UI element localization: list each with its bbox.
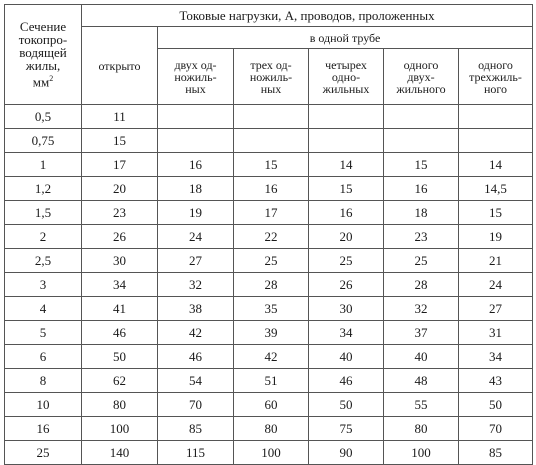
table-row [5,177,533,201]
table-cell: 25 [384,249,459,273]
cell-section: 2,5 [5,249,82,273]
cell-section: 1 [5,153,82,177]
table-row [5,105,533,129]
table-cell: 17 [234,201,309,225]
table-cell: 19 [459,225,533,249]
table-cell: 18 [384,201,459,225]
table-cell [384,105,459,129]
cell-section: 25 [5,441,82,465]
table-cell: 85 [459,441,533,465]
table-cell: 20 [309,225,384,249]
table-cell: 26 [82,225,158,249]
table-row [5,369,533,393]
table-cell: 40 [309,345,384,369]
table-cell: 32 [384,297,459,321]
table-cell: 40 [384,345,459,369]
table-cell: 31 [459,321,533,345]
table-cell: 23 [82,201,158,225]
table-row [5,345,533,369]
cell-section: 8 [5,369,82,393]
table-cell: 62 [82,369,158,393]
table-cell: 20 [82,177,158,201]
header-in-pipe: в одной трубе [158,27,533,49]
table-cell: 22 [234,225,309,249]
table-cell: 24 [459,273,533,297]
table-cell [234,105,309,129]
table-cell: 26 [309,273,384,297]
table-cell: 42 [158,321,234,345]
table-cell: 42 [234,345,309,369]
table-cell: 50 [459,393,533,417]
table-cell: 15 [82,129,158,153]
table-cell: 25 [234,249,309,273]
table-cell: 34 [459,345,533,369]
cell-section: 0,75 [5,129,82,153]
header-loads: Токовые нагрузки, А, проводов, проложенных [82,5,533,27]
table-cell [158,105,234,129]
table-cell: 23 [384,225,459,249]
table-cell: 80 [234,417,309,441]
header-open: открыто [82,27,158,105]
header-section-line: Сечение [19,19,67,35]
table-cell: 140 [82,441,158,465]
table-cell [459,129,533,153]
table-cell: 24 [158,225,234,249]
table-cell: 28 [384,273,459,297]
cell-section: 0,5 [5,105,82,129]
table-cell: 48 [384,369,459,393]
table-cell: 34 [82,273,158,297]
cell-section: 4 [5,297,82,321]
table-cell: 15 [384,153,459,177]
table-cell: 75 [309,417,384,441]
header-pipe-col: трех од- ножиль- ных [234,49,309,105]
table-cell: 16 [234,177,309,201]
table-cell: 50 [82,345,158,369]
header-section-line: токопро- [18,32,68,48]
table-cell: 14 [309,153,384,177]
table-cell: 46 [158,345,234,369]
table-cell: 39 [234,321,309,345]
table-cell: 19 [158,201,234,225]
table-cell: 43 [459,369,533,393]
table-cell: 15 [309,177,384,201]
table-cell: 100 [234,441,309,465]
table-cell: 90 [309,441,384,465]
cell-section: 3 [5,273,82,297]
table-cell: 15 [234,153,309,177]
table-cell: 11 [82,105,158,129]
header-pipe-col: четырех одно- жильных [309,49,384,105]
table-row [5,153,533,177]
table-cell: 70 [459,417,533,441]
table-cell [158,129,234,153]
header-pipe-col: одного трехжиль- ного [459,49,533,105]
table-cell [309,129,384,153]
header-pipe-col: одного двух- жильного [384,49,459,105]
table-cell: 14 [459,153,533,177]
table-row [5,201,533,225]
table-cell: 115 [158,441,234,465]
table-row [5,129,533,153]
table-cell: 30 [309,297,384,321]
cell-section: 10 [5,393,82,417]
table-row [5,321,533,345]
cell-section: 16 [5,417,82,441]
header-section [5,5,82,105]
table-cell: 21 [459,249,533,273]
table-cell: 35 [234,297,309,321]
current-load-table [4,4,533,465]
table-cell: 80 [82,393,158,417]
table-cell: 32 [158,273,234,297]
table-cell: 28 [234,273,309,297]
header-pipe-col: двух од- ножиль- ных [158,49,234,105]
table-cell: 38 [158,297,234,321]
table-row [5,249,533,273]
cell-section: 1,5 [5,201,82,225]
table-cell: 100 [384,441,459,465]
header-section-line: мм [32,74,50,90]
cell-section: 6 [5,345,82,369]
table-cell: 14,5 [459,177,533,201]
header-section-line: жилы, [25,58,61,74]
table-cell: 46 [309,369,384,393]
table-cell: 50 [309,393,384,417]
table-cell: 51 [234,369,309,393]
header-section-line: водящей [19,45,67,61]
table-cell [309,105,384,129]
table-cell: 85 [158,417,234,441]
table-body [5,105,533,465]
table-row [5,297,533,321]
table-cell: 30 [82,249,158,273]
table-cell: 46 [82,321,158,345]
table-header [5,5,533,105]
table-cell: 27 [158,249,234,273]
table-cell [459,105,533,129]
header-section-sup: 2 [49,74,54,84]
table-cell: 80 [384,417,459,441]
table-row [5,225,533,249]
table-cell: 16 [384,177,459,201]
table-container [4,4,533,465]
table-cell: 25 [309,249,384,273]
cell-section: 5 [5,321,82,345]
table-row [5,393,533,417]
table-cell: 16 [158,153,234,177]
table-cell: 16 [309,201,384,225]
table-cell: 100 [82,417,158,441]
table-cell: 27 [459,297,533,321]
table-cell: 60 [234,393,309,417]
table-row [5,441,533,465]
cell-section: 1,2 [5,177,82,201]
table-cell: 15 [459,201,533,225]
table-cell: 34 [309,321,384,345]
table-cell: 54 [158,369,234,393]
table-cell: 70 [158,393,234,417]
table-cell [234,129,309,153]
table-row [5,417,533,441]
table-cell: 37 [384,321,459,345]
table-cell: 18 [158,177,234,201]
cell-section: 2 [5,225,82,249]
table-cell: 17 [82,153,158,177]
table-cell [384,129,459,153]
table-row [5,273,533,297]
table-cell: 41 [82,297,158,321]
table-cell: 55 [384,393,459,417]
